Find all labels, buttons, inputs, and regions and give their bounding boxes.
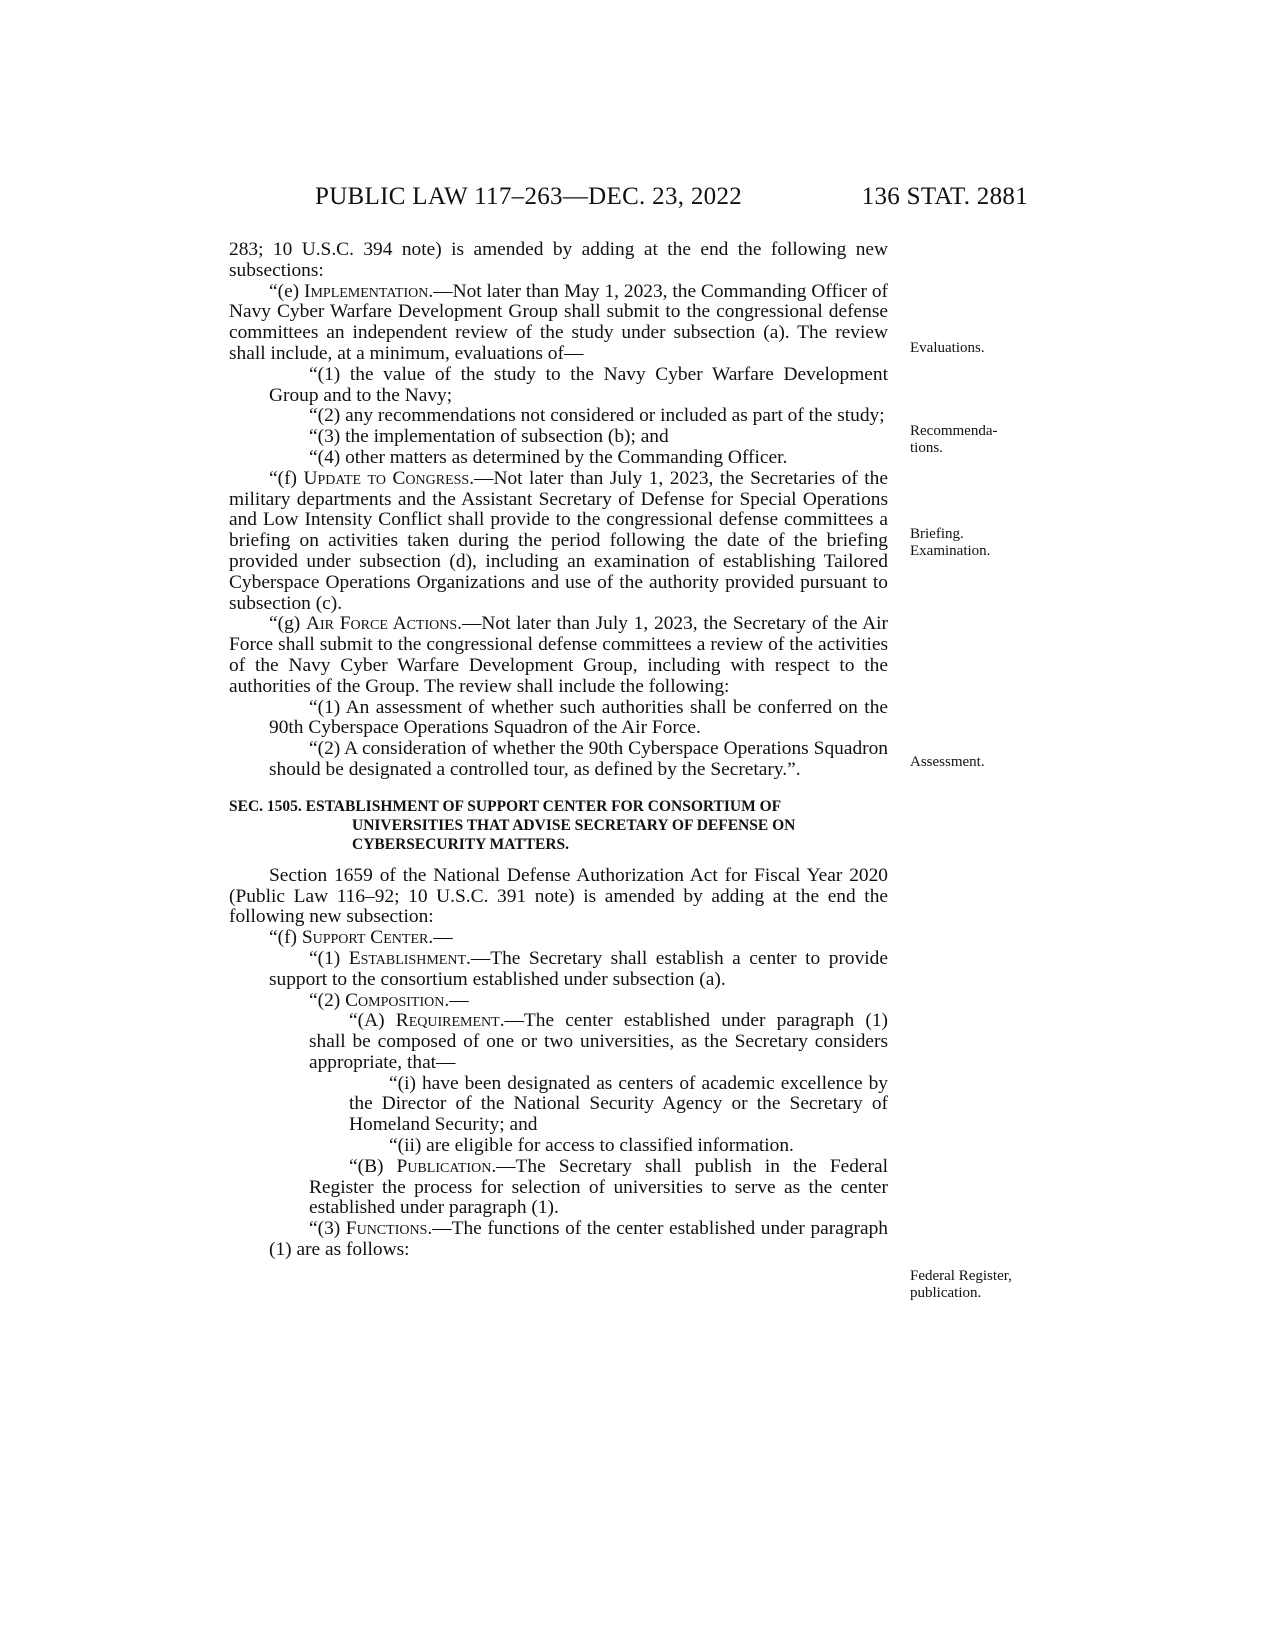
paragraph-e4: “(4) other matters as determined by the Commanding Officer. (309, 446, 788, 468)
paragraph-g1: “(1) An assessment of whether such authorities shall be conferred on the 90th Cyberspace Operations Squadron of the Air Force. (269, 696, 888, 739)
section-heading: SEC. 1505. ESTABLISHMENT OF SUPPORT CENTER FOR CONSORTIUM OF UNIVERSITIES THAT ADVISE SECRETARY OF DEFENSE ON CYBERSECURITY MATTERS. (229, 797, 796, 853)
page-header-stat-number: 136 STAT. 2881 (861, 183, 1028, 210)
margin-note-assessment: Assessment. (910, 754, 985, 770)
subparagraph-heading: Requirement (395, 1010, 500, 1032)
paragraph-heading: Functions (345, 1218, 428, 1240)
paragraph-e2: “(2) any recommendations not considered or included as part of the study; (309, 405, 885, 427)
paragraph-g2: “(2) A consideration of whether the 90th Cyberspace Operations Squadron should be designated a controlled tour, as defined by the Secretary.”. (269, 738, 888, 780)
subsection-heading: Support Center (301, 927, 429, 949)
paragraph-establishment: “(1) Establishment.—The Secretary shall establish a center to provide support to the consortium established under subsection (a). (269, 947, 888, 990)
paragraph-intro: 283; 10 U.S.C. 394 note) is amended by adding at the end the following new subsections: (229, 239, 888, 281)
paragraph-functions: “(3) Functions.—The functions of the center established under paragraph (1) are as follows: (269, 1218, 888, 1261)
margin-note-evaluations: Evaluations. (910, 340, 985, 356)
paragraph-e1: “(1) the value of the study to the Navy Cyber Warfare Development Group and to the Navy; (269, 363, 888, 406)
paragraph-composition: “(2) Composition.— (309, 989, 469, 1011)
subparagraph-heading: Publication (396, 1155, 492, 1177)
section-intro: Section 1659 of the National Defense Authorization Act for Fiscal Year 2020 (Public Law 116–92; 10 U.S.C. 391 note) is amended by adding at the end the following new subsection: (229, 864, 888, 928)
subsection-heading: Update to Congress (303, 467, 470, 489)
subsection-heading: Implementation (304, 280, 429, 302)
margin-note-recommendations: Recommenda- tions. (910, 423, 998, 456)
subparagraph-publication: “(B) Publication.—The Secretary shall publish in the Federal Register the process for selection of universities to serve as the center established under paragraph (1). (309, 1155, 888, 1219)
subparagraph-requirement: “(A) Requirement.—The center established under paragraph (1) shall be composed of one or two universities, as the Secretary considers appropriate, that— (309, 1010, 889, 1073)
paragraph-heading: Establishment (348, 947, 467, 969)
subsection-support-center: “(f) Support Center.— (269, 927, 453, 949)
subsection-f: “(f) Update to Congress.—Not later than July 1, 2023, the Secretaries of the military departments and the Assistant Secretary of Defense for Special Operations and Low Intensity Conflict shall provide to the congressional defense committees a briefing on activities taken during the period following the date of the briefing provided under subsection (d), including an examination of establishing Tailored Cyberspace Operations Organizations and use of the authority provided pursuant to subsection (c). (229, 467, 888, 614)
paragraph-heading: Composition (345, 989, 445, 1011)
clause-i: “(i) have been designated as centers of academic excellence by the Director of the National Security Agency or the Secretary of Homeland Security; and (349, 1072, 888, 1136)
subsection-e: “(e) Implementation.—Not later than May 1, 2023, the Commanding Officer of Navy Cyber Warfare Development Group shall submit to the congressional defense committees an independent review of the study under subsection (a). The review shall include, at a minimum, evaluations of— (229, 280, 888, 364)
document-body (229, 240, 888, 1261)
page-header-title: PUBLIC LAW 117–263—DEC. 23, 2022 (315, 183, 743, 210)
subsection-heading: Air Force Actions (305, 613, 458, 635)
paragraph-e3: “(3) the implementation of subsection (b); and (309, 426, 669, 448)
margin-note-briefing: Briefing. Examination. (910, 526, 991, 559)
clause-ii: “(ii) are eligible for access to classified information. (389, 1135, 794, 1157)
margin-note-federal-register: Federal Register, publication. (910, 1268, 1012, 1301)
subsection-g: “(g) Air Force Actions.—Not later than July 1, 2023, the Secretary of the Air Force shall submit to the congressional defense committees a review of the activities of the Navy Cyber Warfare Development Group, including with respect to the authorities of the Group. The review shall include the following: (229, 613, 888, 697)
